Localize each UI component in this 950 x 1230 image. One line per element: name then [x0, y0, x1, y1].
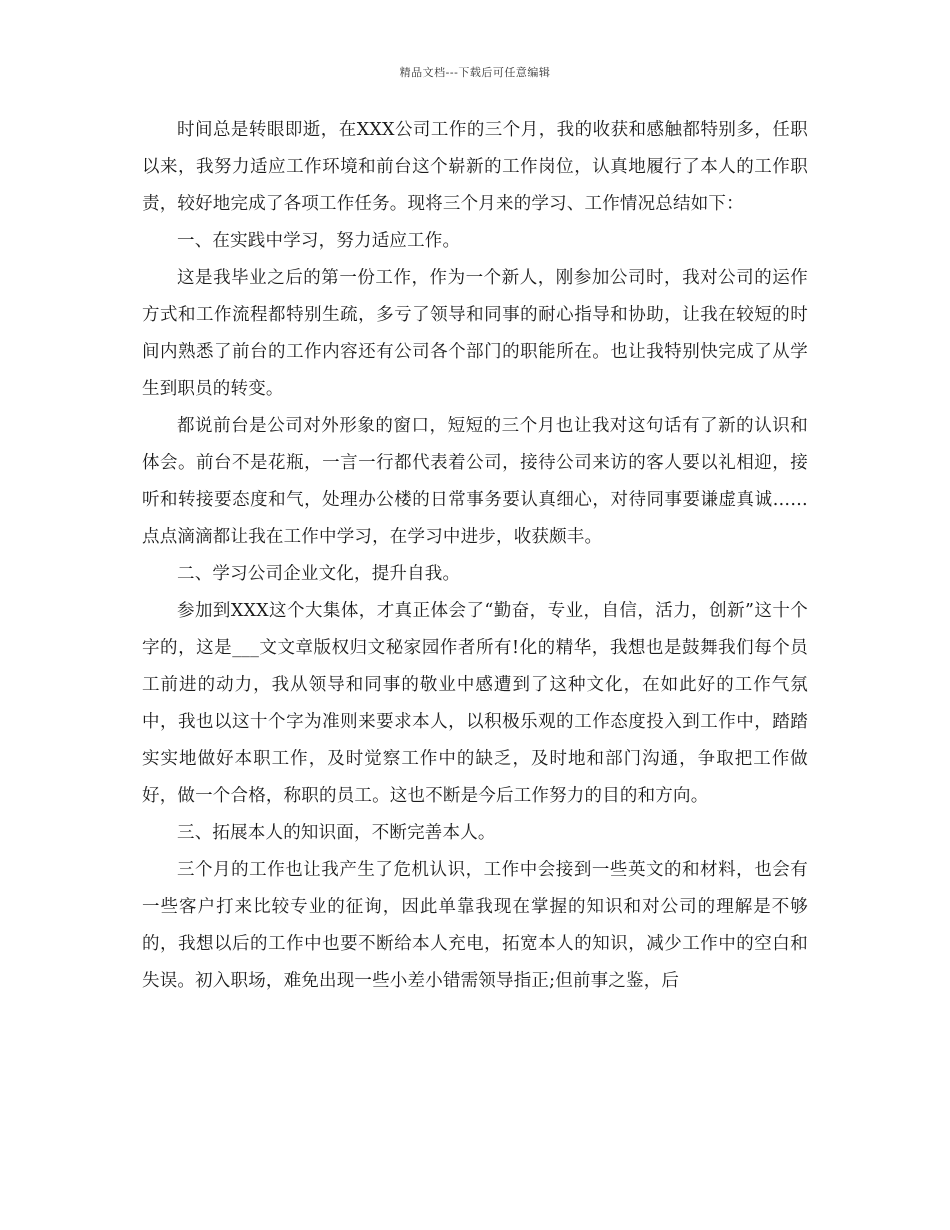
- paragraph-2: 参加到XXX这个大集体，才真正体会了“勤奋，专业，自信，活力，创新”这十个字的，这是___文文章版权归文秘家园作者所有!化的精华，我想也是鼓舞我们每个员工前进的动力，我从领导和同事的敬业中感遭到了这种文化，在如此好的工作气氛中，我也以这十个字为准则来要求本人，以积极乐观的工作态度投入到工作中，踏踏实实地做好本职工作，及时觉察工作中的缺乏，及时地和部门沟通，争取把工作做好，做一个合格，称职的员工。这也不断是今后工作努力的目的和方向。: [142, 601, 808, 806]
- paragraph-intro: 时间总是转眼即逝，在XXX公司工作的三个月，我的收获和感触都特别多，任职以来，我努力适应工作环境和前台这个崭新的工作岗位，认真地履行了本人的工作职责，较好地完成了各项工作任务。现将三个月来的学习、工作情况总结如下：: [142, 120, 808, 214]
- section-heading-1: 一、在实践中学习，努力适应工作。: [177, 231, 461, 251]
- page-header: 精品文档---下载后可任意编辑: [399, 66, 551, 79]
- paragraph-1a: 这是我毕业之后的第一份工作，作为一个新人，刚参加公司时，我对公司的运作方式和工作流程都特别生疏，多亏了领导和同事的耐心指导和协助，让我在较短的时间内熟悉了前台的工作内容还有公司各个部门的职能所在。也让我特别快完成了从学生到职员的转变。: [142, 268, 808, 399]
- section-heading-3: 三、拓展本人的知识面，不断完善本人。: [177, 823, 496, 843]
- document-body: [142, 112, 808, 1000]
- paragraph-1b: 都说前台是公司对外形象的窗口，短短的三个月也让我对这句话有了新的认识和体会。前台不是花瓶，一言一行都代表着公司，接待公司来访的客人要以礼相迎，接听和转接要态度和气，处理办公楼的日常事务要认真细心，对待同事要谦虚真诚……点点滴滴都让我在工作中学习，在学习中进步，收获颇丰。: [142, 416, 808, 547]
- section-heading-2: 二、学习公司企业文化，提升自我。: [177, 564, 461, 584]
- paragraph-3: 三个月的工作也让我产生了危机认识，工作中会接到一些英文的和材料，也会有一些客户打来比较专业的征询，因此单靠我现在掌握的知识和对公司的理解是不够的，我想以后的工作中也要不断给本人充电，拓宽本人的知识，减少工作中的空白和失误。初入职场，难免出现一些小差小错需领导指正;但前事之鉴，后: [142, 860, 808, 991]
